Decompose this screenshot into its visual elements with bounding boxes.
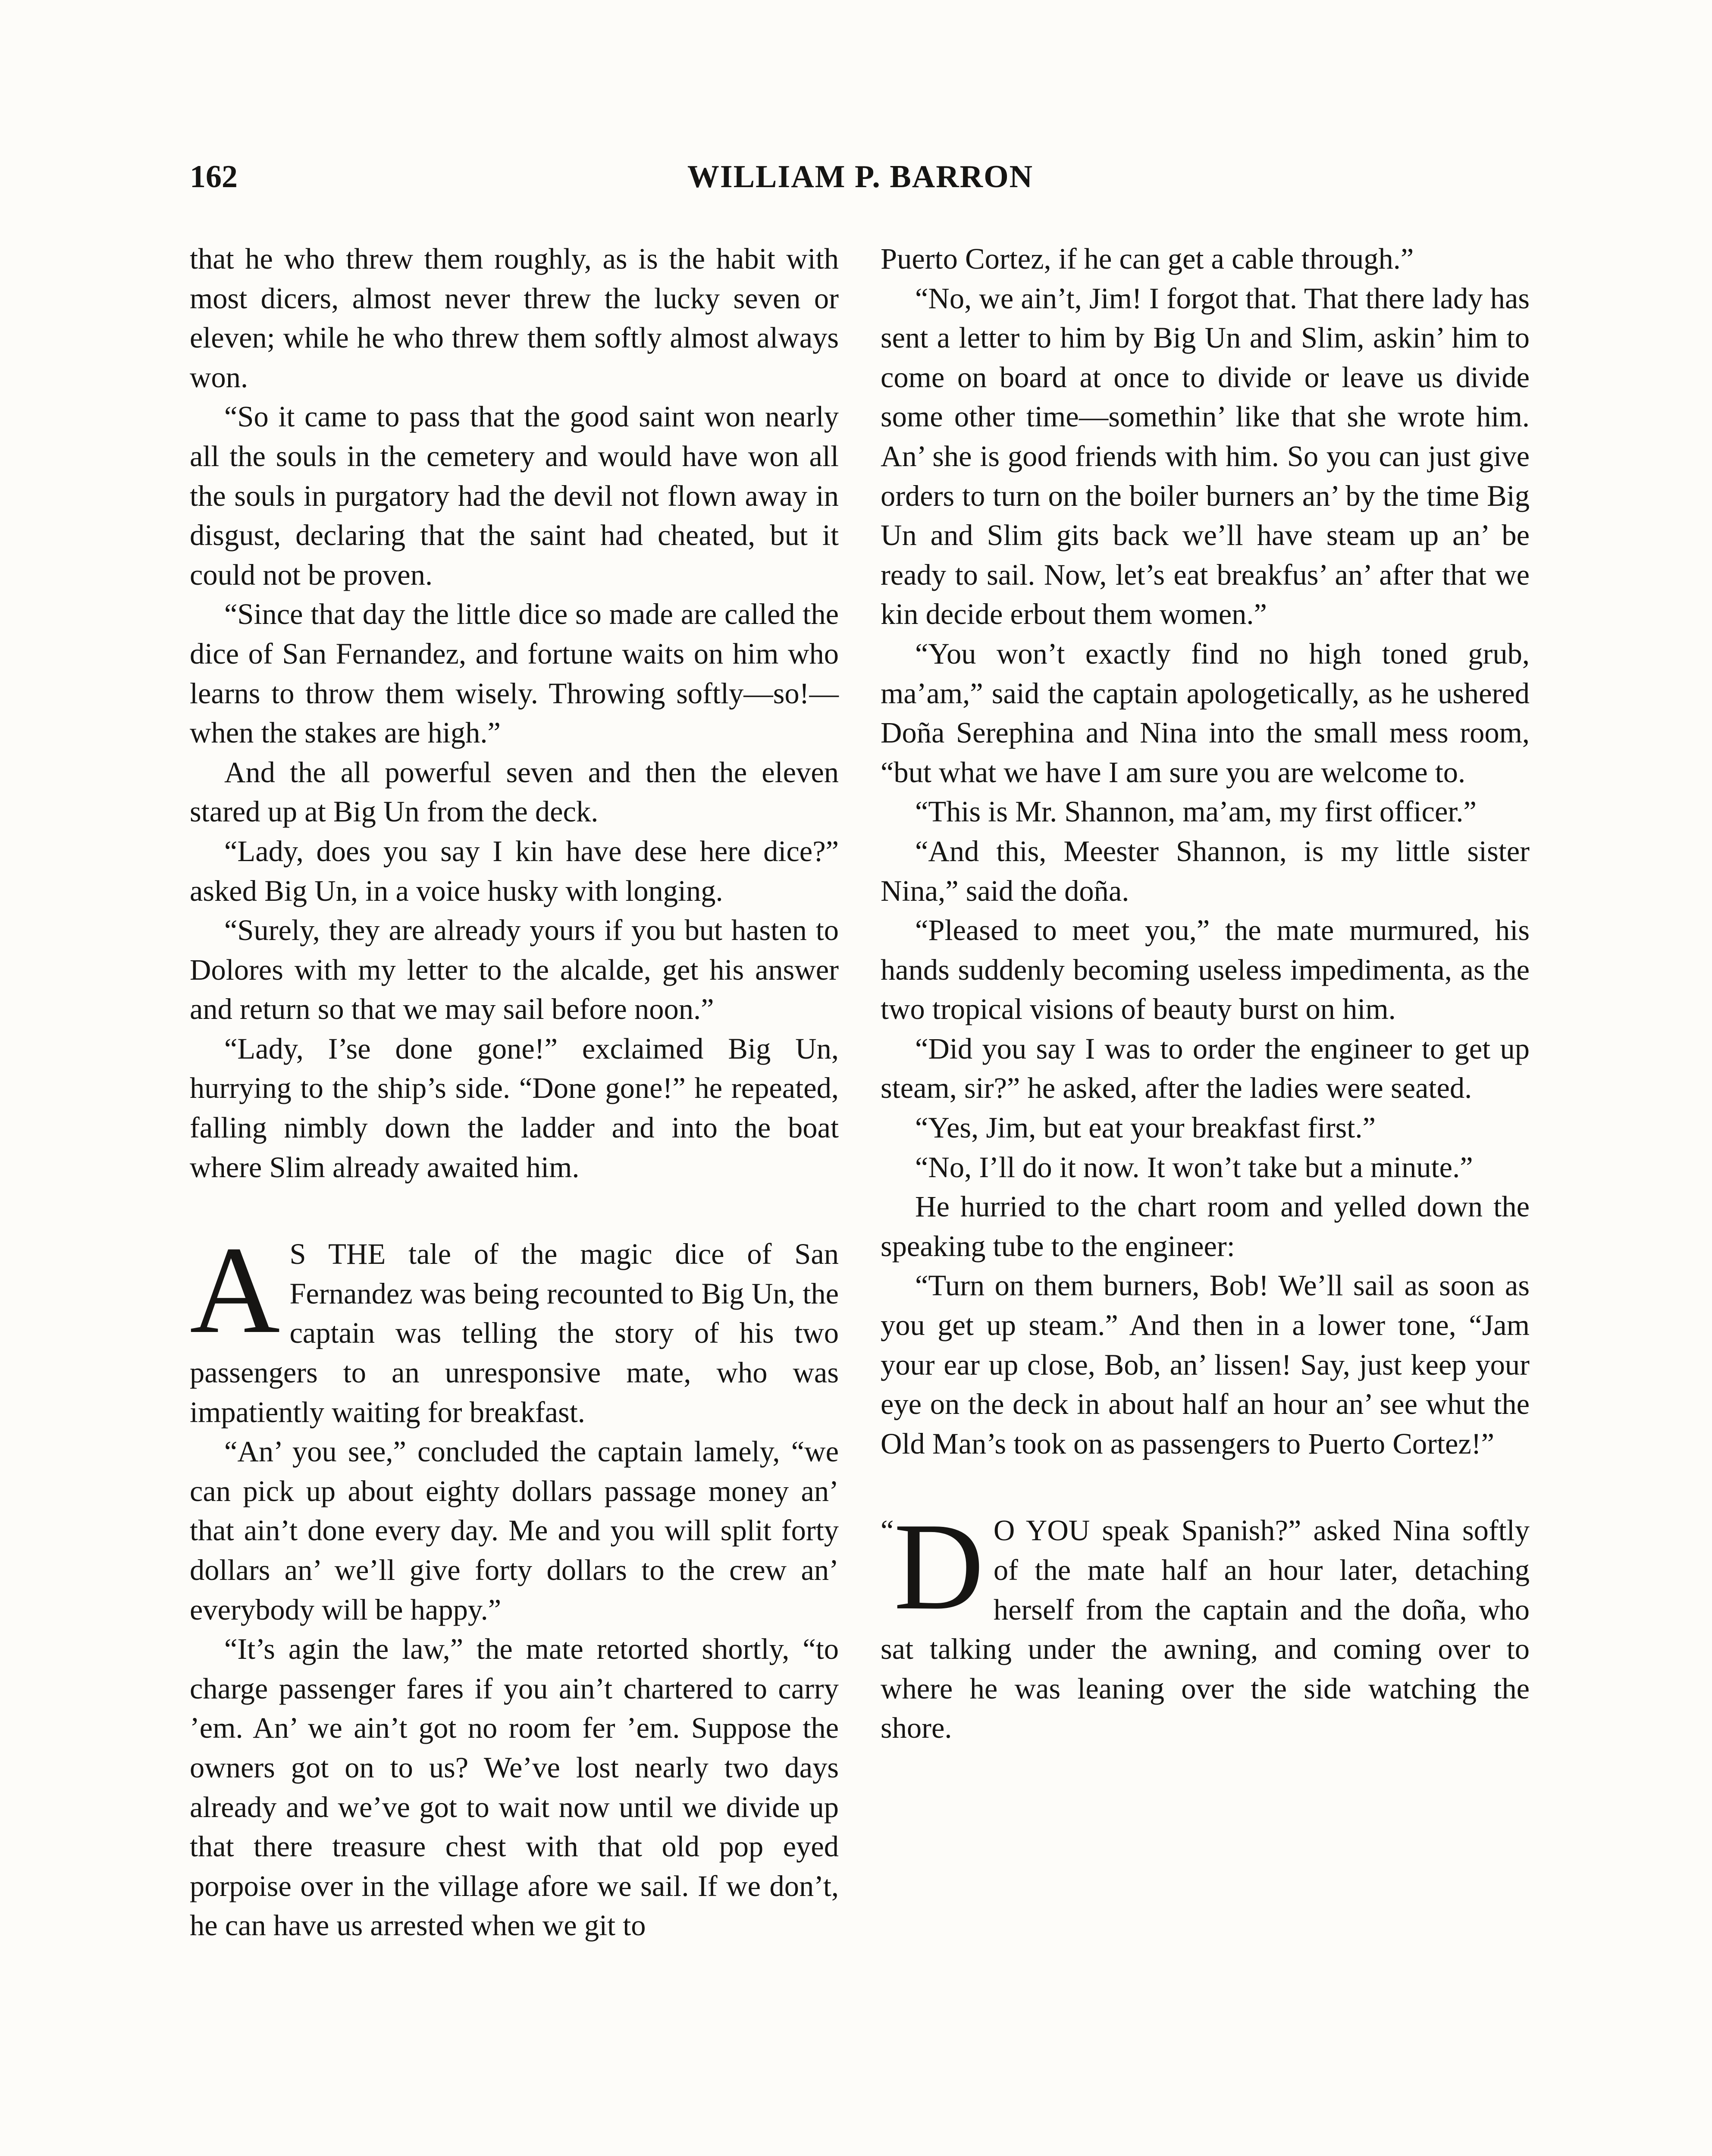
section-opening-paragraph: [881, 1497, 1530, 1748]
page-header: [190, 159, 1531, 206]
paragraph: “Pleased to meet you,” the mate murmured, his hands suddenly becoming useless impedimenta, as the two tropical visions of beauty burst on him.: [881, 914, 1530, 1026]
running-head: WILLIAM P. BARRON: [687, 159, 1034, 194]
page-number: 162: [190, 159, 238, 194]
left-column: [190, 239, 839, 1946]
section-break: [190, 1187, 839, 1235]
paragraph: “No, I’ll do it now. It won’t take but a minute.”: [915, 1150, 1473, 1184]
drop-cap: D: [894, 1497, 984, 1636]
paragraph: that he who threw them roughly, as is the habit with most dicers, almost never threw the lucky seven or eleven; while he who threw them softly almost always won.: [190, 242, 839, 394]
paragraph: “Since that day the little dice so made are called the dice of San Fernandez, and fortune waits on him who learns to throw them wisely. Throwing softly—so!— when the stakes are high.”: [190, 598, 839, 749]
section-lead-text: S THE tale of the magic dice of San Fernandez was being recounted to Big Un, the captain was telling the story of his two passengers to an unresponsive mate, who was impatiently waiting for breakfast.: [190, 1238, 839, 1429]
paragraph: “An’ you see,” concluded the captain lamely, “we can pick up about eighty dollars passage money an’ that ain’t done every day. Me and you will split forty dollars an’ we’ll give forty dollars to the crew an’ everybody will be happy.”: [190, 1435, 839, 1626]
opening-quote: “: [881, 1514, 894, 1547]
paragraph: “Lady, I’se done gone!” exclaimed Big Un, hurrying to the ship’s side. “Done gone!” he repeated, falling nimbly down the ladder and into the boat where Slim already awaited him.: [190, 1032, 839, 1184]
paragraph: “So it came to pass that the good saint won nearly all the souls in the cemetery and would have won all the souls in purgatory had the devil not flown away in disgust, declaring that the saint had cheated, but it could not be proven.: [190, 400, 839, 591]
right-column: [881, 239, 1530, 1748]
drop-cap: A: [190, 1221, 280, 1360]
paragraph: “It’s agin the law,” the mate retorted shortly, “to charge passenger fares if you ain’t chartered to carry ’em. An’ we ain’t got no room fer ’em. Suppose the owners got on to us? We’ve lost nearly two days already and we’ve got to wait now until we divide up that there treasure chest with that old pop eyed porpoise over in the village afore we sail. If we don’t, he can have us arrested when we git to: [190, 1633, 839, 1942]
paragraph: “And this, Meester Shannon, is my little sister Nina,” said the doña.: [881, 834, 1530, 907]
paragraph: “Lady, does you say I kin have dese here dice?” asked Big Un, in a voice husky with longing.: [190, 834, 839, 907]
paragraph: “Surely, they are already yours if you but hasten to Dolores with my letter to the alcalde, get his answer and return so that we may sail before noon.”: [190, 914, 839, 1026]
paragraph: Puerto Cortez, if he can get a cable through.”: [881, 242, 1414, 275]
paragraph: “No, we ain’t, Jim! I forgot that. That there lady has sent a letter to him by Big Un and Slim, askin’ him to come on board at once to divide or leave us divide some other time—somethin’ like that she wrote him. An’ she is good friends with him. So you can just give orders to turn on the boiler burners an’ by the time Big Un and Slim gits back we’ll have steam up an’ be ready to sail. Now, let’s eat breakfus’ an’ after that we kin decide erbout them women.”: [881, 282, 1530, 631]
paragraph: “Turn on them burners, Bob! We’ll sail as soon as you get up steam.” And then in a lower tone, “Jam your ear up close, Bob, an’ lissen! Say, just keep your eye on the deck in about half an hour an’ see whut the Old Man’s took on as passengers to Puerto Cortez!”: [881, 1269, 1530, 1460]
paragraph: And the all powerful seven and then the eleven stared up at Big Un from the deck.: [190, 755, 839, 828]
paragraph: “You won’t exactly find no high toned grub, ma’am,” said the captain apologetically, as he ushered Doña Serephina and Nina into the small mess room, “but what we have I am sure you are welcome to.: [881, 637, 1530, 789]
section-opening-paragraph: [190, 1221, 839, 1432]
paragraph: “This is Mr. Shannon, ma’am, my first officer.”: [915, 795, 1477, 828]
section-lead-text: O YOU speak Spanish?” asked Nina softly of the mate half an hour later, detaching herself from the captain and the doña, who sat talking under the awning, and coming over to where he was leaning over the side watching the shore.: [881, 1514, 1530, 1745]
paragraph: “Did you say I was to order the engineer to get up steam, sir?” he asked, after the ladies were seated.: [881, 1032, 1530, 1105]
paragraph: He hurried to the chart room and yelled down the speaking tube to the engineer:: [881, 1190, 1530, 1263]
paragraph: “Yes, Jim, but eat your breakfast first.”: [915, 1111, 1376, 1144]
